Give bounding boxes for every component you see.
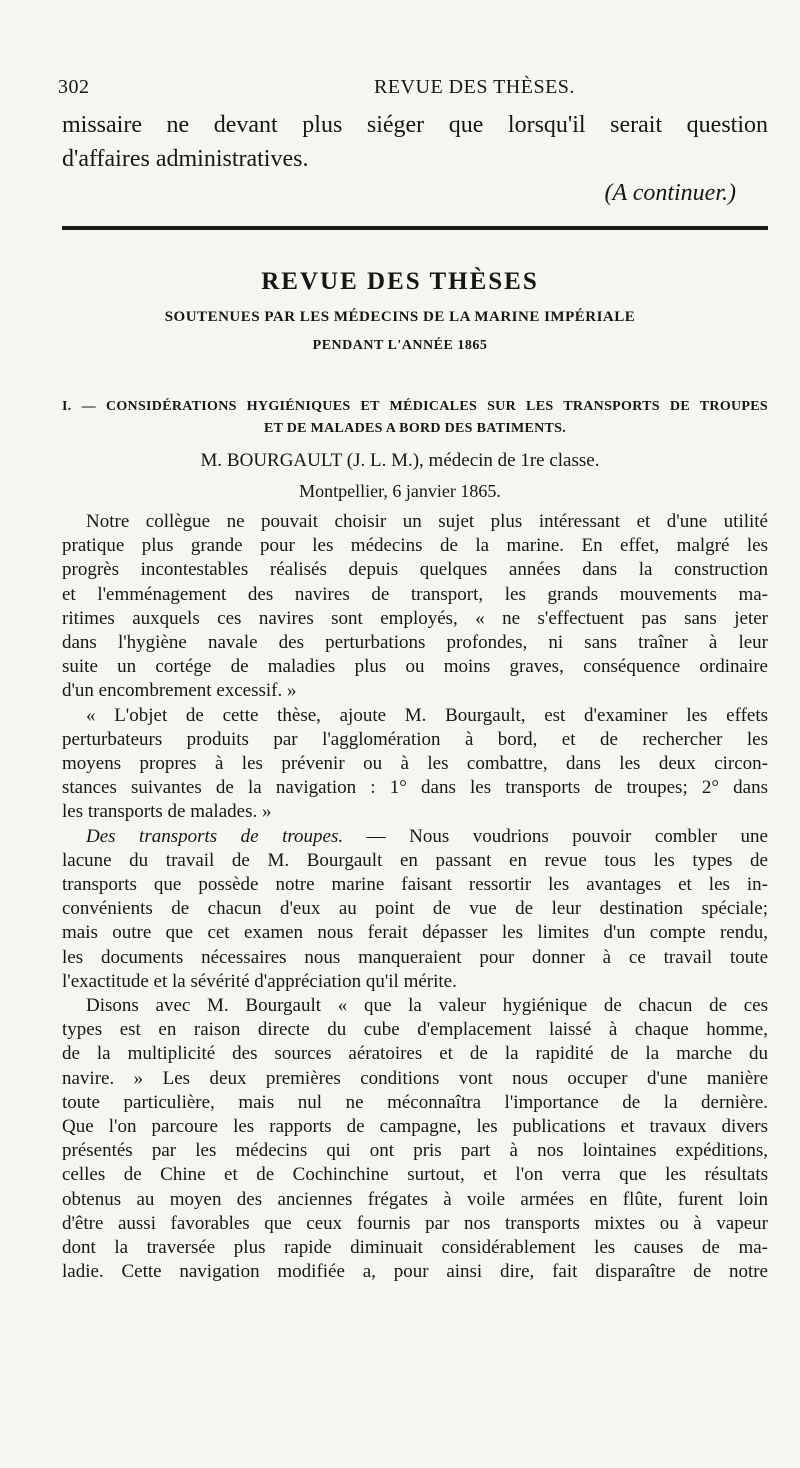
subsection-title: Des transports de troupes. [86, 825, 344, 847]
paragraph-1 [62, 510, 768, 704]
text-line: transports que possède notre marine faisant ressortir les avantages et les in- [62, 874, 768, 896]
text-line: Que l'on parcoure les rapports de campagne, les publications et travaux divers [62, 1116, 768, 1138]
text-line: d'un encombrement excessif. » [62, 680, 297, 702]
text-line: « L'objet de cette thèse, ajoute M. Bourgault, est d'examiner les effets [86, 704, 768, 726]
text-line: présentés par les médecins qui ont pris part à nos lointaines expéditions, [62, 1140, 768, 1162]
text-line: Notre collègue ne pouvait choisir un sujet plus intéressant et d'une utilité [86, 511, 768, 532]
section-title: REVUE DES THÈSES [261, 268, 539, 295]
text-line: de la multiplicité des sources aératoires et de la rapidité de la marche du [62, 1043, 768, 1065]
continuation-note: (A continuer.) [604, 180, 736, 206]
section-divider [62, 226, 768, 230]
text-fragment: — Nous voudrions pouvoir combler une [343, 825, 768, 847]
article-heading-line-1: I. — CONSIDÉRATIONS HYGIÉNIQUES ET MÉDICALES SUR LES TRANSPORTS DE TROUPES [62, 399, 768, 414]
text-line: stances suivantes de la navigation : 1° dans les transports de troupes; 2° dans [62, 777, 768, 799]
article-heading-line-2: ET DE MALADES A BORD DES BATIMENTS. [263, 421, 567, 436]
paragraph-3 [62, 825, 768, 994]
article-body [62, 510, 768, 1285]
text-line: celles de Chine et de Cochinchine surtout, et l'on verra que les résultats [62, 1164, 768, 1186]
paragraph-2 [62, 704, 768, 825]
page-number: 302 [58, 76, 90, 98]
article-author: M. BOURGAULT (J. L. M.), médecin de 1re classe. [200, 450, 600, 471]
running-head [58, 76, 760, 102]
text-line: Disons avec M. Bourgault « que la valeur hygiénique de chacun de ces [86, 995, 768, 1017]
section-subtitle: SOUTENUES PAR LES MÉDECINS DE LA MARINE IMPÉRIALE [164, 309, 636, 325]
text-line: navire. » Les deux premières conditions vont nous occuper d'une manière [62, 1067, 768, 1089]
continued-line-1: missaire ne devant plus siéger que lorsqu'il serait question [62, 112, 768, 138]
text-line: pratique plus grande pour les médecins de la marine. En effet, malgré les [62, 535, 768, 557]
text-line: les transports de malades. » [62, 801, 272, 823]
section-subtitle-year: PENDANT L'ANNÉE 1865 [312, 338, 488, 353]
text-line: et l'emménagement des navires de transport, les grands mouvements ma- [62, 583, 768, 605]
text-line: les documents nécessaires nous manqueraient pour donner à ce travail toute [62, 946, 768, 968]
continued-text [62, 108, 768, 176]
text-line: suite un cortége de maladies plus ou moins graves, conséquence ordinaire [62, 656, 768, 678]
text-line: convénients de chacun d'eux au point de vue de leur destination spéciale; [62, 898, 768, 920]
text-line: dans l'hygiène navale des perturbations profondes, ni sans traîner à leur [62, 632, 768, 654]
text-line: progrès incontestables réalisés depuis quelques années dans la construction [62, 559, 768, 581]
article-place-date: Montpellier, 6 janvier 1865. [299, 481, 501, 501]
paragraph-4 [62, 994, 768, 1284]
text-line [62, 825, 768, 849]
text-line: toute particulière, mais nul ne méconnaîtra l'importance de la dernière. [62, 1091, 768, 1113]
text-line: mais outre que cet examen nous ferait dépasser les limites d'un compte rendu, [62, 922, 768, 944]
text-line: l'exactitude et la sévérité d'appréciation qu'il mérite. [62, 970, 457, 992]
text-line: d'être aussi favorables que ceux fournis par nos transports mixtes ou à vapeur [62, 1212, 768, 1234]
text-line: perturbateurs produits par l'agglomération à bord, et de rechercher les [62, 728, 768, 750]
text-line: types est en raison directe du cube d'emplacement laissé à chaque homme, [62, 1019, 768, 1041]
continued-line-2: d'affaires administratives. [62, 146, 309, 172]
text-line: lacune du travail de M. Bourgault en passant en revue tous les types de [62, 849, 768, 871]
article-heading [62, 396, 768, 440]
text-line: moyens propres à les prévenir ou à les combattre, dans les deux circon- [62, 753, 768, 775]
running-title: REVUE DES THÈSES. [374, 76, 575, 98]
text-line: ritimes auxquels ces navires sont employés, « ne s'effectuent pas sans jeter [62, 607, 768, 629]
text-line: dont la traversée plus rapide diminuait considérablement les causes de ma- [62, 1237, 768, 1259]
text-line: ladie. Cette navigation modifiée a, pour ainsi dire, fait disparaître de notre [62, 1261, 768, 1283]
text-line: obtenus au moyen des anciennes frégates à voile armées en flûte, furent loin [62, 1188, 768, 1210]
